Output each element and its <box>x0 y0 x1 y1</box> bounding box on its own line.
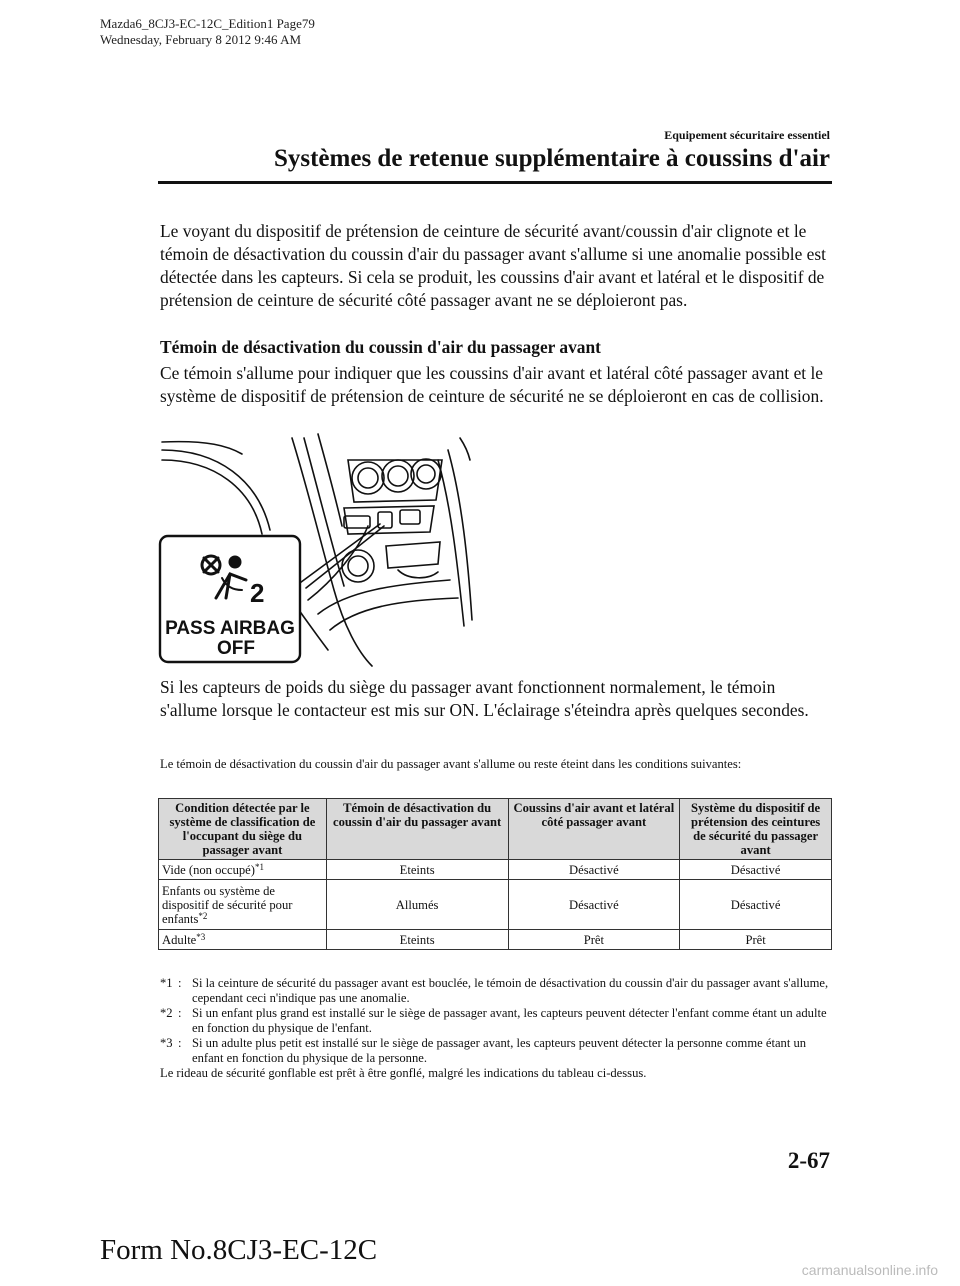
condition-text: Adulte <box>162 932 197 947</box>
footnote-ref: *3 <box>196 931 206 942</box>
footnote-separator: : <box>178 1036 182 1050</box>
footnotes <box>160 976 830 1081</box>
closing-note: Le rideau de sécurité gonflable est prêt à être gonflé, malgré les indications du tableau ci-dessus. <box>160 1066 647 1080</box>
row-airbags: Désactivé <box>508 860 680 880</box>
footnote-mark: *1 <box>160 976 173 990</box>
footnote-separator: : <box>178 1006 182 1020</box>
watermark: carmanualsonline.info <box>801 1262 938 1278</box>
row-airbags: Prêt <box>508 930 680 950</box>
footnote-text: Si un adulte plus petit est installé sur le siège de passager avant, les capteurs peuvent détecter la personne comme étant un enfant en fonction du physique de la personne. <box>192 1036 807 1065</box>
footnote-mark: *3 <box>160 1036 173 1050</box>
row-indicator: Eteints <box>326 860 508 880</box>
footnote-text: Si un enfant plus grand est installé sur le siège de passager avant, les capteurs peuvent détecter l'enfant comme étant un adulte en fonction du physique de l'enfant. <box>192 1006 827 1035</box>
table-row <box>159 880 832 930</box>
footnote-ref: *1 <box>254 861 264 872</box>
indicator-label-line-1: PASS AIRBAG <box>165 618 295 639</box>
condition-text: Enfants ou système de dispositif de sécurité pour enfants <box>162 883 293 926</box>
section-heading: Témoin de désactivation du coussin d'air du passager avant <box>160 337 601 357</box>
form-number: Form No.8CJ3-EC-12C <box>100 1234 378 1266</box>
footnote <box>160 1006 830 1036</box>
header-indicator: Témoin de désactivation du coussin d'air du passager avant <box>326 799 508 860</box>
row-pretensioner: Désactivé <box>680 860 832 880</box>
header-airbags: Coussins d'air avant et latéral côté passager avant <box>508 799 680 860</box>
table-intro: Le témoin de désactivation du coussin d'air du passager avant s'allume ou reste éteint dans les conditions suivantes: <box>160 757 742 771</box>
footnote-text: Si la ceinture de sécurité du passager avant est bouclée, le témoin de désactivation du coussin d'air du passager avant s'allume, cependant ceci n'indique pas une anomalie. <box>192 976 829 1005</box>
header-condition: Condition détectée par le système de classification de l'occupant du siège du passager avant <box>159 799 327 860</box>
footnote-ref: *2 <box>198 910 208 921</box>
print-metadata-line-2: Wednesday, February 8 2012 9:46 AM <box>100 32 302 47</box>
table-header-row <box>159 799 832 860</box>
dashboard-illustration <box>158 430 474 668</box>
row-condition <box>159 930 327 950</box>
condition-text: Vide (non occupé) <box>162 862 255 877</box>
dashboard-drawing <box>158 430 474 668</box>
header-pretensioner: Système du dispositif de prétension des ceintures de sécurité du passager avant <box>680 799 832 860</box>
chapter-title: Systèmes de retenue supplémentaire à coussins d'air <box>273 145 830 172</box>
title-rule <box>158 181 832 184</box>
table-row <box>159 930 832 950</box>
paragraph-sensor-check: Si les capteurs de poids du siège du passager avant fonctionnent normalement, le témoin s'allume lorsque le contacteur est mis sur ON. L'éclairage s'éteindra après quelques secondes. <box>160 677 809 720</box>
row-indicator: Eteints <box>326 930 508 950</box>
indicator-label-line-2: OFF <box>217 638 255 659</box>
row-condition <box>159 860 327 880</box>
conditions-table <box>158 798 832 950</box>
row-pretensioner: Désactivé <box>680 880 832 930</box>
print-metadata <box>100 16 315 48</box>
footnote <box>160 1036 830 1066</box>
footnote-separator: : <box>178 976 182 990</box>
indicator-number: 2 <box>250 578 265 608</box>
section-label: Equipement sécuritaire essentiel <box>664 128 830 142</box>
print-metadata-line-1: Mazda6_8CJ3-EC-12C_Edition1 Page79 <box>100 16 315 31</box>
footnote <box>160 976 830 1006</box>
footnote-mark: *2 <box>160 1006 173 1020</box>
row-indicator: Allumés <box>326 880 508 930</box>
row-condition <box>159 880 327 930</box>
paragraph-indicator-purpose: Ce témoin s'allume pour indiquer que les coussins d'air avant et latéral côté passager avant et le système de dispositif de prétension de ceinture de sécurité ne se déploieront en cas de collision. <box>160 363 824 406</box>
table-row <box>159 860 832 880</box>
page-number: 2-67 <box>787 1148 830 1173</box>
paragraph-anomaly: Le voyant du dispositif de prétension de ceinture de sécurité avant/coussin d'air clignote et le témoin de désactivation du coussin d'air du passager avant s'allume si une anomalie possible est détectée dans les capteurs. Si cela se produit, les coussins d'air avant et latéral et le dispositif de prétension de ceinture de sécurité côté passager avant ne se déploieront pas. <box>160 221 826 310</box>
row-airbags: Désactivé <box>508 880 680 930</box>
row-pretensioner: Prêt <box>680 930 832 950</box>
